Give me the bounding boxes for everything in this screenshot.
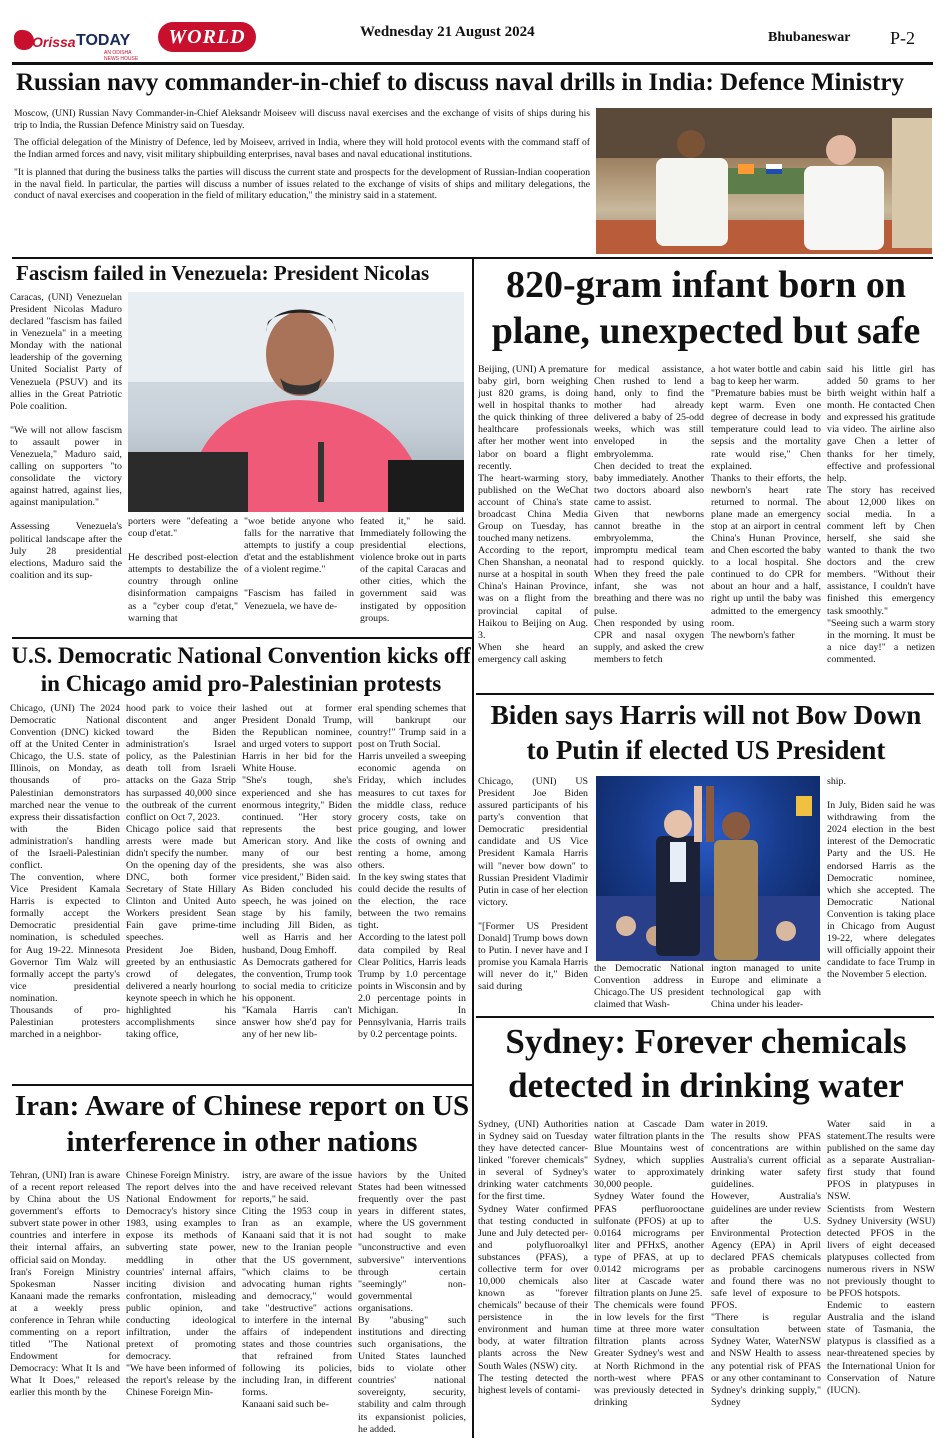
dnc-headline: U.S. Democratic National Convention kicks off in Chicago amid pro-Palestinian protests <box>11 643 471 697</box>
navy-commanders-photo <box>596 108 932 254</box>
infant-col-1: Beijing, (UNI) A premature baby girl, born weighing just 820 grams, is doing well in hospital thanks to the quick thinking of three healthcare professionals after her mother went into labor on board a flight recently. The heart-warming story, published on the WeChat account of China's state broadcast China Media Group on Tuesday, has touched many netizens. According to the report, Chen Shanshan, a neonatal nurse at a hospital in south China's Hainan Province, was on a flight from the provincial capital of Haikou to Beijing on Aug. 3. When she heard an emergency call asking <box>478 364 588 665</box>
dnc-col-1: Chicago, (UNI) The 2024 Democratic National Convention (DNC) kicked off at the United Center in Chicago, the U.S. state of Illinois, on Monday, as thousands of pro-Palestinian demonstrators marched near the venue to express their dissatisfaction with the Biden administration's handling of the Israeli-Palestinian conflict. The convention, where Vice President Kamala Harris is expected to formally accept the Democratic presidential nomination, is scheduled for Aug 19-22. Minnesota Governor Tim Walz will formally accept the party's vice presidential nomination. Thousands of pro-Palestinian protesters marched in a neighbor- <box>10 703 120 1041</box>
venezuela-col-1: Caracas, (UNI) Venezuelan President Nicolas Maduro declared "fascism has failed in Venezuela" in a meeting Monday with the national leadership of the governing United Socialist Party of Venezuela (PSUV) and its allies in the Great Patriotic Pole coalition. "We will not allow fascism to assault power in Venezuela," Maduro said, calling on supporters "to consolidate the victory against hatred, against lies, against manipulation." Assessing Venezuela's political landscape after the July 28 presidential elections, Maduro said the coalition and its sup- <box>10 292 122 581</box>
biden-col-1: Chicago, (UNI) US President Joe Biden assured participants of his party's convention that Democratic presidential candidate and US Vice President Kamala Harris will "never bow down" to Russian President Vladimir Putin in case of her election victory. "[Former US President Donald] Trump bows down to Putin. I never have and I promise you Kamala Harris will never do it," Biden said during <box>478 776 588 993</box>
navy-paragraph: "It is planned that during the business talks the parties will discuss the current state and prospects for the development of Russian-Indian cooperation in the naval field. In particular, the parties will discuss a number of issues related to the exchange of visits of ships and military delegations, the conduct of naval exercises and cooperation in the field of military education," the ministry said in a statement. <box>14 166 590 202</box>
sydney-col-1: Sydney, (UNI) Authorities in Sydney said on Tuesday they have detected cancer-linked "forever chemicals" in several of Sydney's drinking water catchments for the first time. Sydney Water confirmed that testing conducted in June and July detected per- and polyfluoroalkyl substances (PFAS), a collective term for over 10,000 chemicals also known as "forever chemicals" because of their persistence in the environment and human body, at water filtration plants across the New South Wales (NSW) city. The testing detected the highest levels of contami- <box>478 1119 588 1396</box>
infant-col-4: said his little girl has added 50 grams to her birth weight within half a month. He contacted Chen and expressed his gratitude via video. The airline also gave Chen a letter of thanks for her timely, effective and professional help. The story has received about 12,000 likes on social media. In a comment left by Chen herself, she said she wanted to thank the two doctors and the crew members. "Without their assistance, I couldn't have finished this emergency task smoothly." "Seeing such a warm story in the morning. It must be a nice day!" a netizen commented. <box>827 364 935 665</box>
odisha-map-icon <box>14 30 34 50</box>
biden-col-4: ship. In July, Biden said he was withdrawing from the 2024 election in the best interest of the Democratic Party and the US. He endorsed Harris as the Democratic nominee, which she accepted. The Democratic National Convention is taking place in Chicago from August 19-22, where delegates will officially appoint their candidate to face Trump in the November 5 election. <box>827 776 935 981</box>
masthead <box>0 0 945 62</box>
navy-body <box>14 108 590 254</box>
iran-headline: Iran: Aware of Chinese report on US interference in other nations <box>14 1090 470 1159</box>
section-divider <box>476 693 934 695</box>
biden-col-3: ington managed to unite Europe and eliminate a technological gap with China under his leader- <box>711 963 821 1011</box>
sydney-col-2: nation at Cascade Dam water filtration plants in the Blue Mountains west of Sydney, which supplies water to approximately 30,000 people. Sydney Water found the PFAS perfluorooctane sulfonate (PFOS) at up to 0.0164 micrograms per liter and PFHxS, another type of PFAS, at up to 0.0142 micrograms per liter at Cascade water filtration plants on June 25. The chemicals were found in low levels for the first time at three more water filtration plants across Greater Sydney's west and at North Richmond in the north-west where PFAS was previously detected in drinking <box>594 1119 704 1408</box>
venezuela-col-2: porters were "defeating a coup d'etat." He described post-election attempts to destabilize the country through online disinformation campaigns as a "cyber coup d'etat," warning that <box>128 516 238 624</box>
navy-headline: Russian navy commander-in-chief to discuss naval drills in India: Defence Ministry <box>16 69 905 96</box>
issue-date: Wednesday 21 August 2024 <box>360 24 535 40</box>
navy-paragraph: The official delegation of the Ministry of Defence, led by Moiseev, arrived in India, where they will hold protocol events with the command staff of the Indian armed forces and navy, visit military shipbuilding enterprises, naval bases and naval educational institutions. <box>14 137 590 161</box>
page-number: P-2 <box>890 28 916 48</box>
venezuela-col-4: feated it," he said. Immediately following the presidential elections, violence broke out in parts of the capital Caracas and other cities, which the government said was instigated by opposition groups. <box>360 516 466 624</box>
biden-headline: Biden says Harris will not Bow Down to Putin if elected US President <box>490 700 922 766</box>
iran-col-3: istry, are aware of the issue and have received relevant reports," he said. Citing the 1953 coup in Iran as an example, Kanaani said that it is not new to the Iranian people that the US government, "which claims to be advocating human rights and democracy," would take "destructive" actions to interfere in the internal affairs of independent states and those countries that refrained from following its policies, including Iran, in different forms. Kanaani said such be- <box>242 1170 352 1411</box>
orissa-today-logo[interactable] <box>14 28 146 62</box>
section-badge: WORLD <box>158 22 256 52</box>
logo-text-orissa: Orissa <box>32 34 76 50</box>
biden-harris-photo <box>596 776 820 961</box>
masthead-rule <box>12 62 933 65</box>
venezuela-col-3: "woe betide anyone who falls for the narrative that attempts to justify a coup d'etat and the establishment of a violent regime." "Fascism has failed in Venezuela, we have de- <box>244 516 354 612</box>
edition-city: Bhubaneswar <box>768 30 851 45</box>
sydney-headline: Sydney: Forever chemicals detected in drinking water <box>505 1022 907 1105</box>
venezuela-headline: Fascism failed in Venezuela: President Nicolas <box>16 261 430 285</box>
section-divider <box>476 1016 934 1018</box>
dnc-col-3: lashed out at former President Donald Trump, the Republican nominee, and urged voters to support Harris in her bid for the White House. "She's tough, she's experienced and she has enormous integrity," Biden continued. "Her story represents the best American story. And like many of our best presidents, she was also vice president," Biden said. As Biden concluded his speech, he was joined on stage by his family, including Jill Biden, as well as Harris and her husband, Doug Emhoff. As Democrats gathered for the convention, Trump took to social media to criticize his opponent. "Kamala Harris can't answer how she'd pay for any of her new lib- <box>242 703 352 1041</box>
sydney-col-3: water in 2019. The results show PFAS concentrations are within Australia's current official drinking water safety guidelines. However, Australia's guidelines are under review after the U.S. Environmental Protection Agency (EPA) in April declared PFAS chemicals as probable carcinogens and found there was no safe level of exposure to PFOS. "There is regular consultation between Sydney Water, WaterNSW and NSW Health to assess any potential risk of PFAS or any other contaminant to Sydney's drinking supply," Sydney <box>711 1119 821 1408</box>
iran-col-4: haviors by the United States had been witnessed frequently over the past years in different states, where the US government had sought to make "unconstructive and even subversive" interventions through certain "seemingly" non-governmental organisations. By "abusing" such institutions and directing such organisations, the United States launched bids to violate other countries' national sovereignty, security, stability and calm through its expansionist policies, he added. <box>358 1170 466 1435</box>
navy-paragraph: Moscow, (UNI) Russian Navy Commander-in-Chief Aleksandr Moiseev will discuss naval exercises and the exchange of visits of ships during his trip to India, the Russian Defence Ministry said on Tuesday. <box>14 108 590 131</box>
infant-col-2: for medical assistance, Chen rushed to lend a hand, only to find the mother had already delivered a baby of 25-odd weeks, which was still enveloped in the embryolemma. Chen decided to treat the baby immediately. Another two doctors aboard also came to assist. Given that newborns cannot breathe in the embryolemma, the impromptu medical team had to respond quickly. When they freed the pale infant, she was not breathing and there was no pulse. Chen responded by using CPR and nasal oxygen supply, and asked the crew members to fetch <box>594 364 704 665</box>
section-divider <box>12 637 472 639</box>
sydney-col-4: Water said in a statement.The results were published on the same day as a separate Australian-first study that found PFOS in platypuses in NSW. Scientists from Western Sydney University (WSU) detected PFOS in the livers of eight deceased platypuses collected from numerous rivers in NSW not previously thought to be PFOS hotspots. Endemic to eastern Australia and the island state of Tasmania, the platypus is classified as a near-threatened species by the International Union for Conservation of Nature (IUCN). <box>827 1119 935 1396</box>
biden-col-2: the Democratic National Convention address in Chicago.The US president claimed that Wash- <box>594 963 704 1011</box>
logo-tagline: AN ODISHA NEWS HOUSE <box>104 50 139 62</box>
maduro-photo <box>128 292 464 512</box>
dnc-col-4: eral spending schemes that will bankrupt our country!" Trump said in a post on Truth Social. Harris unveiled a sweeping economic agenda on Friday, which includes measures to cut taxes for the middle class, reduce grocery costs, take on price gouging, and lower the costs of owning and renting a home, among others. In the key swing states that could decide the results of the election, the race between the two remains tight. According to the latest poll data compiled by Real Clear Politics, Harris leads Trump by 1.0 percentage points in Wisconsin and by 2.0 percentage points in Michigan. In Pennsylvania, Harris trails by 0.2 percentage points. <box>358 703 466 1041</box>
infant-col-3: a hot water bottle and cabin bag to keep her warm. "Premature babies must be kept warm. Even one degree of decrease in body temperature could lead to sepsis and the mortality rate would rise," Chen explained. Thanks to their efforts, the newborn's heart rate returned to normal. The plane made an emergency stop at an airport in central China's Hunan Province, and Chen escorted the baby to a local hospital. She continued to do CPR for about an hour and a half, right up until the baby was admitted to the emergency room. The newborn's father <box>711 364 821 641</box>
logo-text-today: TODAY <box>76 32 131 49</box>
section-divider <box>12 1084 472 1086</box>
infant-headline: 820-gram infant born on plane, unexpected but safe <box>491 264 921 353</box>
iran-col-1: Tehran, (UNI) Iran is aware of a recent report released by China about the US government's efforts to subvert state power in other countries and interfere in their internal affairs, an official said on Monday. Iran's Foreign Ministry Spokesman Nasser Kanaani made the remarks at a weekly press conference in Tehran while commenting on a report titled "The National Endowment for Democracy: What It Is and What It Does," released earlier this month by the <box>10 1170 120 1399</box>
iran-col-2: Chinese Foreign Ministry. The report delves into the National Endowment for Democracy's history since 1983, using examples to expose its methods of subverting state power, meddling in other countries' internal affairs, inciting division and confrontation, misleading public opinion, and conducting ideological infiltration, under the pretext of promoting democracy. "We have been informed of the report's release by the Chinese Foreign Min- <box>126 1170 236 1399</box>
column-divider <box>472 258 474 1438</box>
dnc-col-2: hood park to voice their discontent and anger toward the Biden administration's Israel policy, as the Palestinian death toll from Israeli attacks on the Gaza Strip has surpassed 40,000 since the outbreak of the current conflict on Oct 7, 2023. Chicago police said that arrests were made but didn't specify the number. On the opening day of the DNC, both former Secretary of State Hillary Clinton and United Auto Workers president Sean Fain gave prime-time speeches. President Joe Biden, greeted by an enthusiastic crowd of delegates, delivered a nearly hourlong keynote speech in which he highlighted his accomplishments since taking office, <box>126 703 236 1041</box>
